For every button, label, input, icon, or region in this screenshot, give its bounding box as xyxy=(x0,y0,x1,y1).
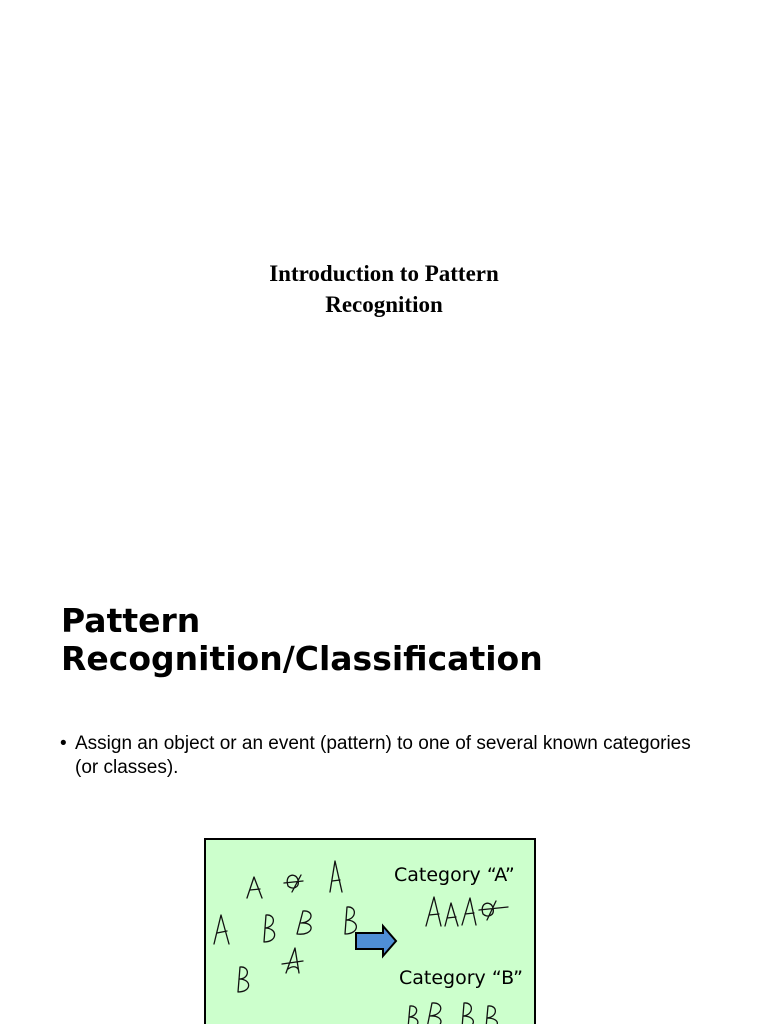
slide-title xyxy=(0,258,768,320)
slide-heading xyxy=(61,602,543,678)
bullet-list xyxy=(60,732,700,780)
slide-title-line-1: Introduction to Pattern xyxy=(269,261,499,286)
handwritten-b-glyph xyxy=(345,907,356,934)
slide-heading-line-1: Pattern xyxy=(61,601,201,640)
slide-title-line-2: Recognition xyxy=(325,292,443,317)
category-b-label: Category “B” xyxy=(399,967,523,989)
arrow-right-icon xyxy=(356,926,396,956)
handwritten-b-glyph xyxy=(264,915,275,942)
handwritten-b-glyph xyxy=(297,911,311,934)
content-slide xyxy=(0,576,768,1024)
bullet-item xyxy=(60,732,700,780)
category-a-label: Category “A” xyxy=(394,864,515,886)
category-b-letters xyxy=(408,1003,497,1024)
handwritten-a-glyph xyxy=(284,875,303,892)
handwritten-b-glyph xyxy=(238,967,249,992)
category-a-letters xyxy=(426,897,508,926)
classification-figure xyxy=(204,838,536,1024)
handwritten-a-glyph xyxy=(247,877,262,898)
bullet-marker: • xyxy=(60,733,67,754)
handwritten-a-glyph xyxy=(330,861,342,892)
handwritten-a-glyph xyxy=(214,915,229,944)
handwritten-a-glyph xyxy=(282,948,303,973)
slide-heading-line-2: Recognition/Classification xyxy=(61,639,543,678)
bullet-text: Assign an object or an event (pattern) to one of several known categories (or classes). xyxy=(75,733,691,778)
